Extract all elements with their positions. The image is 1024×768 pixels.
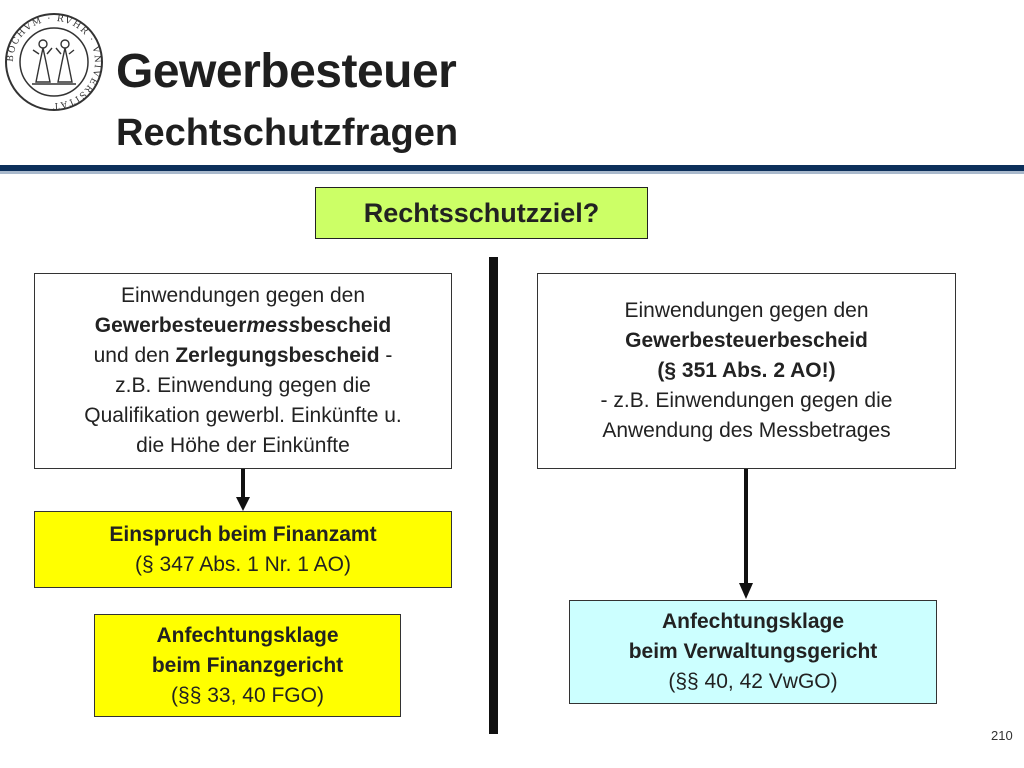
- objection-line: Anwendung des Messbetrages: [602, 419, 891, 442]
- vertical-divider: [489, 257, 498, 734]
- lawsuit-reference: (§§ 33, 40 FGO): [171, 683, 324, 707]
- objection-line: Einwendungen gegen den: [624, 299, 869, 322]
- lawsuit-line: beim Verwaltungsgericht: [628, 640, 878, 663]
- arrow-down-left: [228, 469, 258, 513]
- objection-tax-office-box: [34, 511, 452, 588]
- objection-line: Einwendungen gegen den: [120, 284, 366, 307]
- goal-label: Rechtsschutzziel?: [363, 198, 600, 228]
- page-subtitle: Rechtschutzfragen: [116, 112, 459, 154]
- objection-line: die Höhe der Einkünfte: [136, 434, 350, 457]
- objection-line: Gewerbesteuerbescheid: [625, 329, 868, 352]
- objection-line: und den Zerlegungsbescheid -: [93, 344, 393, 367]
- objection-line: - z.B. Einwendungen gegen die: [600, 389, 893, 412]
- remedy-reference: (§ 347 Abs. 1 Nr. 1 AO): [135, 552, 351, 576]
- lawsuit-line: Anfechtungsklage: [661, 610, 845, 633]
- objection-tax-measurement-box: [34, 273, 452, 469]
- lawsuit-line: beim Finanzgericht: [151, 653, 344, 677]
- page-title: Gewerbesteuer: [116, 45, 457, 98]
- arrow-down-right: [731, 469, 761, 602]
- legal-protection-goal-box: [315, 187, 648, 239]
- objection-line: Gewerbesteuermessbescheid: [94, 314, 392, 337]
- page-number: 210: [991, 728, 1013, 743]
- university-seal-logo: [2, 10, 106, 114]
- lawsuit-administrative-court-box: [569, 600, 937, 704]
- lawsuit-line: Anfechtungsklage: [156, 623, 339, 647]
- remedy-title: Einspruch beim Finanzamt: [109, 522, 377, 546]
- objection-line: Qualifikation gewerbl. Einkünfte u.: [84, 404, 402, 427]
- objection-line: (§ 351 Abs. 2 AO!): [657, 359, 836, 382]
- objection-tax-assessment-box: [537, 273, 956, 469]
- objection-line: z.B. Einwendung gegen die: [115, 374, 371, 397]
- svg-text:BOCHVM · RVHR · VNIVERSITAT: BOCHVM · RVHR · VNIVERSITAT: [5, 13, 103, 111]
- lawsuit-reference: (§§ 40, 42 VwGO): [668, 670, 838, 693]
- header-rule-accent: [0, 171, 1024, 174]
- lawsuit-finance-court-box: [94, 614, 401, 717]
